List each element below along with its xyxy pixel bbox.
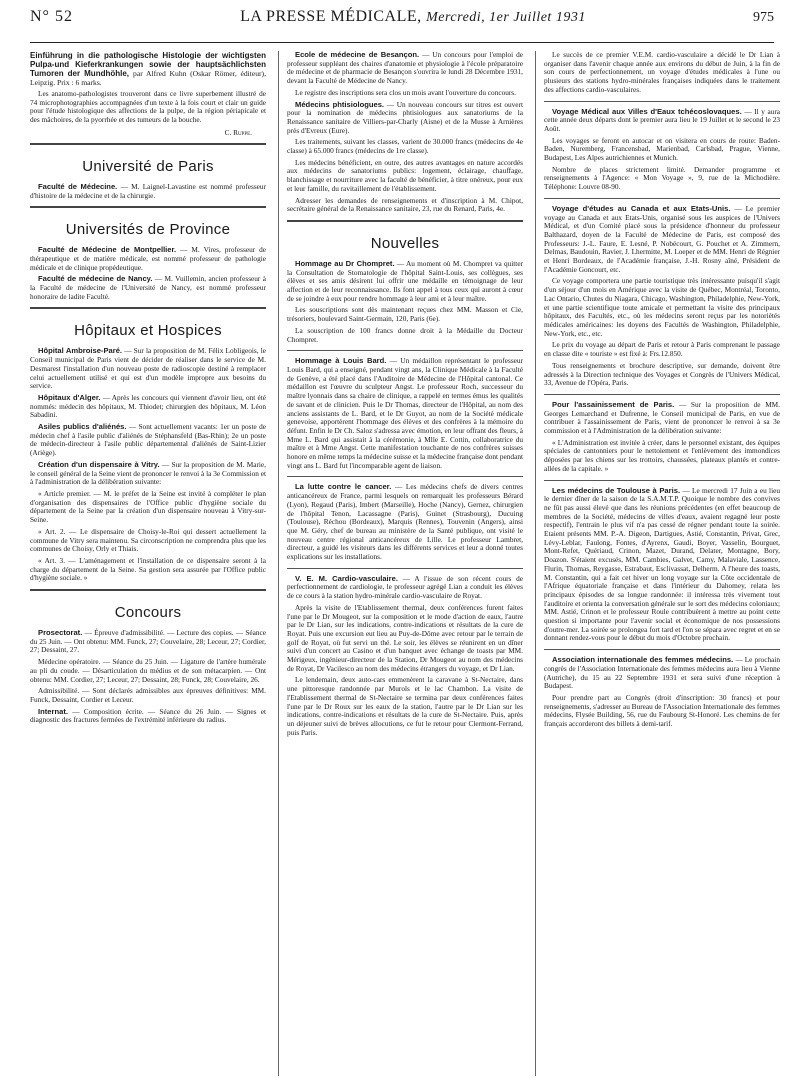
news-item: V. E. M. Cardio-vasculaire. — A l'issue de son récent cours de perfectionnement de cardiologie, le professeur agrégé Lian a conduit les élèves de ce cours à la station hydro-minérale cardio-vasculaire de Royat.: [287, 573, 523, 601]
news-item: « Article premier. — M. le préfet de la Seine est invité à compléter le plan d'organisation des dispensaires de l'Office public d'hygiène sociale du département de la Seine par la création d'un dispensaire nouveau à Vitry-sur-Seine.: [30, 488, 266, 525]
news-item: Le prix du voyage au départ de Paris et retour à Paris comprenant le passage en classe dite « touriste » est fixé à: Frs.12.850.: [544, 340, 780, 359]
news-item: Le succès de ce premier V.E.M. cardio-vasculaire a décidé le Dr Lian à organiser dans l'avenir chaque année aux environs du début de Juin, à la fin de son cours de perfectionnement, un voyage d'études médicales à l'une ou plusieurs des stations hydro-minérales françaises indiquées dans le traitement des affections cardio-vasculaires.: [544, 51, 780, 94]
news-item: Ecole de médecine de Besançon. — Un concours pour l'emploi de professeur suppléant des chaires d'anatomie et physiologie à l'école préparatoire de médecine et de pharmacie de Besançon s'ouvrira le lundi 28 Décembre 1931, devant la Faculté de Médecine de Nancy.: [287, 51, 523, 86]
news-item: La souscription de 100 francs donne droit à la Médaille du Docteur Chompret.: [287, 325, 523, 344]
news-item: Les traitements, suivant les classes, varient de 30.000 francs (médecins de 4e classe) à 65.000 francs (médecins de 1re classe).: [287, 137, 523, 156]
section-title-hopitaux: Hôpitaux et Hospices: [74, 322, 222, 340]
news-item: Ce voyage comportera une partie touristique très intéressante puisqu'il s'agit d'un séjour d'un mois en Amérique avec la visite de Québec, Montréal, Toronto, Lac Ontario, Chutes du Niagara, Chicago, Washington, Philadelphie, New-York, et une partie scientifique toute amicale et permettant la visite des principaux hôpitaux, des Facultés, etc., où les médecins seront reçus par les notoriétés médicales américaines: les doyens des Facultés de Washington, Philadelphie, New-York, etc., etc.: [544, 276, 780, 338]
news-item: Faculté de médecine de Nancy. — M. Vuillemin, ancien professeur à la Faculté de médecine de l'Université de Nancy, est nommé professeur honoraire de ladite Faculté.: [30, 274, 266, 301]
review-text: Les anatomo-pathologistes trouveront dans ce livre superbement illustré de 74 microphotographies accompagnées d'un texte à la fois court et clair un guide pour l'étude histologique des affections de la pulpe, de la région périapicale et des mâchoires, de la pyorrhée et des tumeurs de la bouche.: [30, 89, 266, 125]
news-item: Hôpitaux d'Alger. — Après les concours qui viennent d'avoir lieu, ont été nommés: médecin des hôpitaux, M. Thiodet; chirurgien des hôpitaux, M. Léon Sabadini.: [30, 392, 266, 420]
news-item: Le lendemain, deux auto-cars emmenèrent la caravane à St-Nectaire, dans une pittoresque randonnée par Murols et le lac Chambon. La visite de l'Etablissement thermal de St-Nectaire se termina par deux conférences faites l'une par le Dr Roux sur les eaux de la station, l'autre par le Dr Lian sur les indications, contre-indications et résultats de la cure de St-Nectaire. Puis, après un déjeuner suivi de brèves allocutions, ce fut le retour pour Clermont-Ferrand, puis Paris.: [287, 675, 523, 737]
news-item: Création d'un dispensaire à Vitry. — Sur la proposition de M. Marie, le conseil général de la Seine vient de prononcer le renvoi à la 3e Commission et à l'administration de la délibération suivante:: [30, 459, 266, 487]
news-item: Après la visite de l'Etablissement thermal, deux conférences furent faites l'une par le Dr Mougeot, sur la composition et le mode d'action de eaux, l'autre par le Dr Lian, sur les indications, contre-indications et résultats de la cure de Royat. Puis une excursion eut lieu au Puy-de-Dôme avec retour par le terrain de golf de Royat, où fut servi un thé. Le soir, les élèves se réunirent en un dîner suivi d'un concert au Casino et d'un banquet avec échange de toasts par MM. Mérigeux, ingénieur-directeur de la Station, Dr Mougeot au nom des médecins de Royat, Dr Vacilesco au nom des médecins étrangers du voyage, et Dr Lian.: [287, 602, 523, 673]
news-item: Hommage au Dr Chompret. — Au moment où M. Chompret va quitter la Consultation de Stomatologie de l'hôpital Saint-Louis, ses collègues, ses élèves et ses amis désirent lui offrir une médaille en témoignage de leur affection et de leur reconnaissance. Ils font appel à tous ceux qui auront à cœur de se joindre à eux pour rendre hommage à leur ami et à leur maître.: [287, 258, 523, 303]
news-item: Médecins phtisiologues. — Un nouveau concours sur titres est ouvert pour la nomination de médecins phtisiologues aux sanatoriums de la Renaissance sanitaire de Villiers-par-Charly (Aisne) et de la Musse à Arnières près d'Evreux (Eure).: [287, 99, 523, 135]
divider: [30, 589, 266, 594]
divider: [544, 649, 780, 650]
news-item: Médecine opératoire. — Séance du 25 Juin. — Ligature de l'artère humérale au pli du coude. — Désarticulation du médius et de son métacarpien. — Ont obtenu: MM. Cordier, 27; Leceur, 27; Dessaint, 28; Funck, 28; Couvelaire, 26.: [30, 657, 266, 684]
section-title-nouvelles: Nouvelles: [370, 234, 440, 252]
issue-number: N° 52: [30, 8, 73, 25]
news-item: Voyage Médical aux Villes d'Eaux tchécoslovaques. — Il y aura cette année deux départs dont le premier aura lieu le 19 Juillet et le second le 23 Août.: [544, 106, 780, 133]
news-item: Les médecins de Toulouse à Paris. — Le mercredi 17 Juin a eu lieu le dernier dîner de la saison de la S.A.M.T.P. Quoique le nombre des convives ne fût pas aussi élevé que dans les réunions précédentes (en effet beaucoup de membres de la Société, médecins de villes d'eaux, avaient regagné leur poste respectif), l'entrain le plus vif n'a pas cessé de régner pendant toute la soirée. Etaient présents MM. P.-A. Digeon, Dartigues, Astié, Constantin, Privat, Grec, Lévy-Leblar, Faulong, Fontes, d'Ayrenx, Gaudi, Boyer, Vasselin, Bourguet, Mont-Refet, Quériaud, Crinon, Mazet, Durand, Delater, Montagne, Bory, Doazon. S'étaient excusés, MM. Cambies, Galvet, Camy, Malaviale, Lassence, Flurin, Thomas, Reygasse, Estrabaut, Esclivassat, Delherm. A l'heure des toasts, M. Constantin, qui a fait cet hiver un long voyage sur la Côte occidentale de l'Afrique équatoriale française et dans l'intérieur du Dahomey, relata les principaux épisodes de sa longue randonnée: il intéressa très vivement tout l'auditoire et orienta la conversation générale sur le sort des médecins coloniaux; MM. Astié, Crinon et le professeur Roule contribuèrent à mettre au point cette question si importante pour l'avenir social et économique de nos possessions d'outre-mer. La soirée se prolongea fort tard et l'on se sépara avec regret et en se donnant rendez-vous pour le début du mois d'Octobre prochain.: [544, 485, 780, 643]
news-item: Les voyages se feront en autocar et on visitera en cours de route: Baden-Baden, Nuremberg, Francensbad, Marienbad, Carlsbad, Prague, Vienne, Budapest, Les Alpes autrichiennes et Munich.: [544, 135, 780, 163]
news-item: Pour l'assainissement de Paris. — Sur la proposition de MM. Georges Lemarchand et Dufrenne, le Conseil municipal de Paris, en vue de contribuer à l'assainissement de Paris, vient de prononcer le renvoi à sa 3e commission et à l'Administration de la délibération suivante:: [544, 399, 780, 436]
divider: [544, 198, 780, 199]
news-item: La lutte contre le cancer. — Les médecins chefs de divers centres anticancéreux de France, parmi lesquels on remarquait les professeurs Bérard (Lyon), Regaud (Paris), Imbert (Marseille), Hoche (Nancy), Gernez, chirurgien de l'hôpital Tenon, Lacassagne (Paris), Guinet (Strasbourg), Ducuing (Toulouse), Réchou (Bordeaux), Marquis (Rennes), Touvenin (Angers), ainsi que M. Géry, chef de bureau au ministère de la Santé publique, ont visité le nouveau centre régional anticancéreux de Lille. Le professeur Lambret, directeur, a guidé les visiteurs dans les différents services et leur a donné toutes explications sur les installations.: [287, 482, 523, 562]
column-1: [30, 51, 266, 1076]
page-number: 975: [752, 10, 774, 25]
news-item: Tous renseignements et brochure descriptive, sur demande, doivent être adressés à la Direction technique des Voyages et Congrès de l'Univers Médical, 33, Avenue de l'Opéra, Paris.: [544, 360, 780, 388]
journal-name: LA PRESSE MÉDICALE,: [240, 8, 422, 25]
journal-title: [240, 8, 586, 26]
news-item: Faculté de Médecine de Montpellier. — M. Vires, professeur de thérapeutique et de matière médicale, est nommé professeur de pathologie médicale et de clinique propédeutique.: [30, 245, 266, 272]
news-item: Prosectorat. — Épreuve d'admissibilité. — Lecture des copies. — Séance du 25 Juin. — Ont obtenu: MM. Funck, 27; Couvelaire, 28; Leceur, 27; Cordier, 27; Dessaint, 27.: [30, 628, 266, 655]
news-item: Pour prendre part au Congrès (droit d'inscription: 30 francs) et pour renseignements, s'adresser au Bureau de l'Association Internationale des femmes médecins, Flysée Building, 56, rue du Faubourg St-Honoré. Les chemins de fer français accorderont des billets à demi-tarif.: [544, 693, 780, 729]
news-item: Hommage à Louis Bard. — Un médaillon représentant le professeur Louis Bard, qui a enseigné, pendant vingt ans, la Clinique Médicale à la Faculté de Genève, a été placé dans l'Auditoire de Médecine de l'Hôpital cantonal. Ce médaillon est l'œuvre du sculpteur Angst. Le professeur Roch, successeur du maître lyonnais dans sa chaire de clinique, a rappelé en termes émus les qualités de savant et de clinicien. Puis le Dr Thomas, directeur de l'Hôpital, au nom des anciens assistants de L. Bard, et le Dr Guyot, au nom de la Société médicale genevoise, apportèrent l'hommage des élèves et des confrères à la mémoire du défunt. Enfin le Dr Ch. Saloz s'adressa avec émotion, en leur offrant des fleurs, à Mme L. Bard qui assistait à la cérémonie, à Mlle E. Cottin, collaboratrice du maître et à Mme Angst. Cette manifestation touchante de nos confrères suisses honore en même temps la médecine suisse et la médecine française dont pendant vingt ans L. Bard fut l'incomparable agent de liaison.: [287, 356, 523, 470]
news-item: Hôpital Ambroise-Paré. — Sur la proposition de M. Félix Lobligeois, le Conseil municipal de Paris vient de décider de réaliser dans le service de M. Desmarest l'installation d'un nouveau poste de radioscopie destiné à remplacer celui actuellement utilisé et qui est d'un modèle impropre aux besoins du service.: [30, 346, 266, 391]
news-item: « Art. 2. — Le dispensaire de Choisy-le-Roi qui dessert actuellement la commune de Vitry sera maintenu. Sa circonscription ne comprendra plus que les communes de Choisy, Orly et Thiais.: [30, 526, 266, 554]
columns: [30, 51, 780, 1076]
section-title-universite-paris: Université de Paris: [82, 157, 214, 175]
news-item: Le registre des inscriptions sera clos un mois avant l'ouverture du concours.: [295, 87, 516, 97]
divider: [544, 394, 780, 395]
news-item: Nombre de places strictement limité. Demander programme et renseignements à l'Agence: « Mon Voyage », 9, rue de la Michodière. Téléphone: Louvre 08-90.: [544, 164, 780, 192]
news-item: Les médecins bénéficient, en outre, des autres avantages en nature accordés aux médecins de sanatoriums publics: logement, éclairage, chauffage, blanchissage et nourriture avec la faculté de bénéficier, à titre onéreux, pour eux et leur famille, du ravitaillement de l'établissement.: [287, 157, 523, 193]
divider: [544, 101, 780, 102]
issue-date: Mercredi, 1er Juillet 1931: [426, 10, 586, 25]
news-item: Association internationale des femmes médecins. — Le prochain congrès de l'Association Internationale des femmes médecins aura lieu à Vienne (Autriche), du 15 au 22 Septembre 1931 et sera suivi d'une réception à Budapest.: [544, 655, 780, 691]
divider: [287, 568, 523, 569]
news-item: Les souscriptions sont dès maintenant reçues chez MM. Masson et Cie, trésoriers, boulevard Saint-Germain, 120, Paris (6e).: [287, 305, 523, 324]
divider: [30, 307, 266, 312]
news-item: Adresser les demandes de renseignements et d'inscription à M. Chipot, secrétaire général de la Renaissance sanitaire, 23, rue du Renard, Paris, 4e.: [287, 195, 523, 214]
news-item: Voyage d'études au Canada et aux Etats-Unis. — Le premier voyage au Canada et aux Etats-Unis, organisé sous les auspices de l'Univers Médical, et d'un Comité placé sous la présidence d'honneur du professeur Balthazard, doyen de la Faculté de Médecine de Paris, est composé des Professeurs: J.-L. Faure, E. Lesné, P. Nobécourt, G. Pouchet et A. Zimmern, Delmas, Baudouin, Ravier, J. Lhermitte, M. Loeper et de MM. Henri de Régnier et Henri Bordeaux, de l'Académie française, J.-H. Rosny aîné, Président de l'Académie Goncourt, etc.: [544, 203, 780, 274]
news-item: Admissibilité. — Sont déclarés admissibles aux épreuves définitives: MM. Funck, Dessaint, Cordier et Leceur.: [30, 686, 266, 704]
section-title-universites-province: Universités de Province: [65, 221, 231, 239]
divider: [30, 206, 266, 211]
section-title-concours: Concours: [114, 604, 182, 622]
news-item: Asiles publics d'aliénés. — Sont actuellement vacants: 1er un poste de médecin chef à l'asile public d'aliénés de Stéphansfeld (Bas-Rhin); 2e un poste de médecin-directeur à l'asile public départemental d'aliénés de Saint-Lizier (Ariège).: [30, 422, 266, 458]
review-author: C. Ruppe.: [224, 127, 252, 137]
news-item: Faculté de Médecine. — M. Laignel-Lavastine est nommé professeur d'histoire de la médecine et de la chirurgie.: [30, 181, 266, 200]
divider: [287, 220, 523, 225]
divider: [287, 476, 523, 477]
divider: [287, 350, 523, 351]
column-3: [535, 51, 780, 1076]
news-item: « Art. 3. — L'aménagement et l'installation de ce dispensaire seront à la charge du département de la Seine. Sa gestion sera assurée par l'Office public d'hygiène sociale. »: [30, 555, 266, 583]
news-item: Internat. — Composition écrite. — Séance du 26 Juin. — Signes et diagnostic des fractures fermées de l'extrémité inférieure du radius.: [30, 706, 266, 725]
divider: [30, 143, 266, 148]
book-review: Einführung in die pathologische Histologie der wichtigsten Pulpa-und Kieferkrankungen sowie der hauptsächlichsten Tumoren der Mundhöhle, par Alfred Kuhn (Oskar Römer, éditeur), Leipzig. Prix : 6 marks.: [30, 51, 266, 87]
page-header: [30, 8, 774, 43]
column-2: [278, 51, 523, 1076]
news-item: « L'Administration est invitée à créer, dans le personnel existant, des équipes spéciales de cantonniers pour le nettoiement et l'enlèvement des immondices déposées par les chiens sur les trottoirs, chaussées, plateaux plantés et contre-allées de la capitale. »: [544, 437, 780, 473]
divider: [544, 480, 780, 481]
